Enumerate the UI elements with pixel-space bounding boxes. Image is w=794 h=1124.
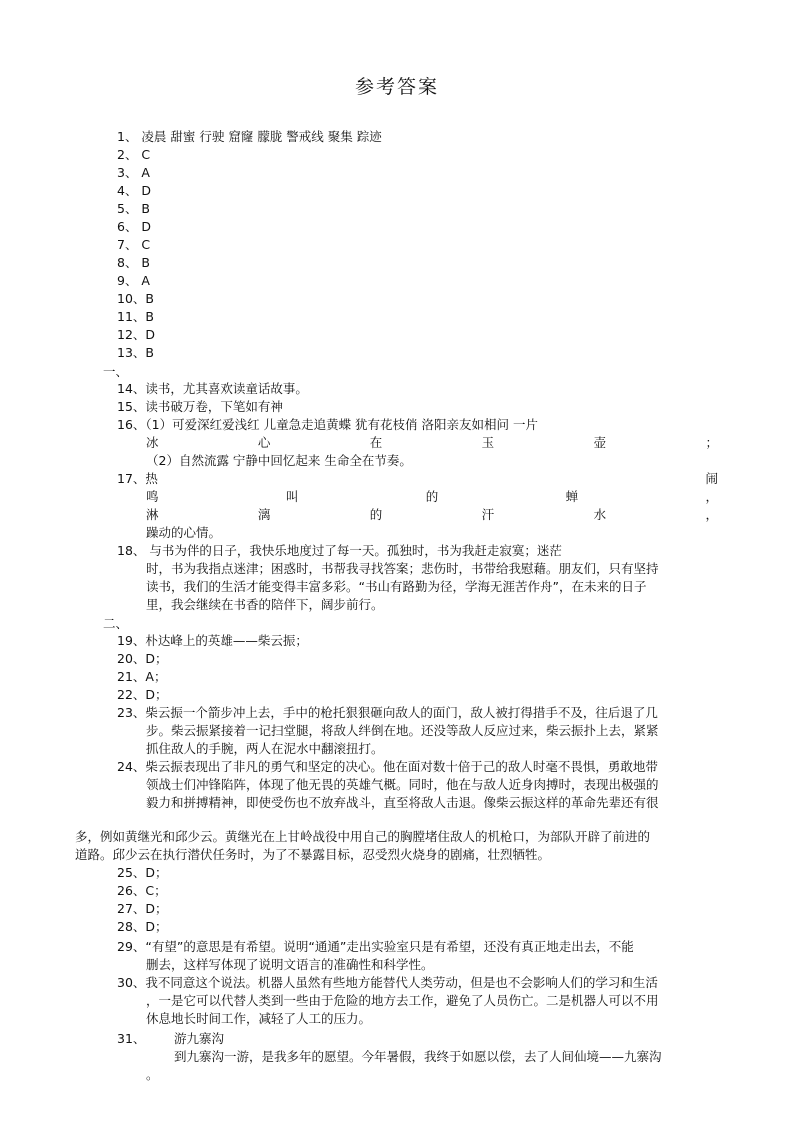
text-cell: 的 [369, 507, 383, 522]
answer-mc-item: 12、D [117, 327, 156, 342]
text-cell: 冰 [146, 435, 159, 450]
text-cell: 汗 [481, 507, 495, 522]
section-2-heading: 二、 [103, 616, 129, 631]
answer-29-line-1: 29、“有望”的意思是有希望。说明“通通”走出实验室只是有希望，还没有真正地走出去，不能 [117, 939, 634, 954]
answer-mc-item: 11、B [117, 309, 154, 324]
answer-18-line-3: 读书，我们的生活才能变得丰富多彩。“书山有路勤为径，学海无涯苦作舟”，在未来的日子 [146, 579, 647, 594]
text-cell: ， [705, 507, 718, 522]
answer-31-essay-title: 游九寨沟 [174, 1031, 225, 1046]
text-cell: 漓 [257, 507, 271, 522]
answer-29-line-2: 删去，这样写体现了说明文语言的准确性和科学性。 [146, 957, 434, 972]
answer-19: 19、朴达峰上的英雄——柴云振； [117, 633, 308, 648]
answer-14: 14、读书，尤其喜欢读童话故事。 [117, 381, 308, 396]
answer-mc-item: 5、 B [117, 201, 151, 216]
answer-24-line-1: 24、柴云振表现出了非凡的勇气和坚定的决心。他在面对数十倍于己的敌人时毫不畏惧，勇敢地带 [117, 759, 658, 774]
answer-mc-item: 4、 D [117, 183, 152, 198]
answer-30-line-3: 休息地长时间工作，减轻了人工的压力。 [146, 1011, 372, 1026]
answer-17-line-4: 躁动的心情。 [146, 525, 222, 540]
answer-mc-item: 13、B [117, 345, 154, 360]
text-cell: 壶 [593, 435, 607, 450]
answer-mc-item: 6、 D [117, 219, 152, 234]
section-1-heading: 一、 [103, 364, 129, 379]
answer-31-line-1: 到九寨沟一游，是我多年的愿望。今年暑假，我终于如愿以偿，去了人间仙境——九寨沟 [174, 1049, 662, 1064]
answer-15: 15、读书破万卷，下笔如有神 [117, 399, 283, 414]
answer-24-line-2: 领战士们冲锋陷阵，体现了他无畏的英雄气概。同时，他在与敌人近身肉搏时，表现出极强的 [146, 777, 659, 792]
page-title: 参考答案 [354, 76, 439, 98]
answer-17-line-2 [146, 488, 718, 506]
answer-25: 25、D； [117, 865, 168, 880]
text-cell: 玉 [481, 435, 495, 450]
text-cell: 淋 [146, 507, 159, 522]
answer-mc-item: 9、 A [117, 273, 150, 288]
answer-31-number: 31、 [117, 1031, 146, 1046]
answer-17-line-3 [146, 506, 718, 524]
text-cell: 在 [369, 435, 383, 450]
text-cell: 蝉 [565, 489, 579, 504]
answer-26: 26、C； [117, 883, 167, 898]
answer-18-line-2: 时，书为我指点迷津；困惑时，书帮我寻找答案；悲伤时，书带给我慰藉。朋友们，只有坚持 [146, 561, 659, 576]
answer-mc-item: 7、 C [117, 237, 151, 252]
answer-mc-item: 10、B [117, 291, 154, 306]
answer-24-line-4: 多，例如黄继光和邱少云。黄继光在上甘岭战役中用自己的胸膛堵住敌人的机枪口，为部队开辟了前进的 [75, 829, 651, 844]
answer-16-line-3: （2）自然流露 宁静中回忆起来 生命全在节奏。 [146, 453, 412, 468]
text-cell: 心 [257, 435, 271, 450]
answer-21: 21、A； [117, 669, 167, 684]
answer-31-line-2: 。 [146, 1067, 159, 1082]
answer-22: 22、D； [117, 687, 168, 702]
answer-23-line-2: 步。柴云振紧接着一记扫堂腿，将敌人绊倒在地。还没等敌人反应过来，柴云振扑上去，紧紧 [146, 723, 659, 738]
answer-17-line-1 [117, 470, 718, 488]
text-cell: 水 [593, 507, 607, 522]
answer-18-line-4: 里，我会继续在书香的陪伴下，阔步前行。 [146, 597, 384, 612]
text-cell: 叫 [285, 489, 299, 504]
text-cell: ， [705, 489, 718, 504]
answer-30-line-2: ，一是它可以代替人类到一些由于危险的地方去工作，避免了人员伤亡。二是机器人可以不用 [146, 993, 659, 1008]
text-cell: 鸣 [146, 489, 159, 504]
answer-16-line-1: 16、（1）可爱深红爱浅红 儿童急走追黄蝶 犹有花枝俏 洛阳亲友如相问 一片 [117, 417, 539, 432]
answer-18-line-1: 18、 与书为伴的日子，我快乐地度过了每一天。孤独时，书为我赶走寂寞；迷茫 [117, 543, 562, 558]
answer-20: 20、D； [117, 651, 168, 666]
answer-24-line-3: 毅力和拼搏精神，即使受伤也不放弃战斗，直至将敌人击退。像柴云振这样的革命先辈还有很 [146, 795, 659, 810]
answer-24-line-5: 道路。邱少云在执行潜伏任务时，为了不暴露目标，忍受烈火烧身的剧痛，壮烈牺牲。 [75, 847, 551, 862]
answer-28: 28、D； [117, 919, 168, 934]
answer-30-line-1: 30、我不同意这个说法。机器人虽然有些地方能替代人类劳动，但是也不会影响人们的学习和生活 [117, 975, 658, 990]
answer-16-line-2 [146, 434, 718, 452]
answer-23-line-1: 23、柴云振一个箭步冲上去，手中的枪托狠狠砸向敌人的面门，敌人被打得措手不及，往后退了几 [117, 705, 658, 720]
answer-2: 2、 C [117, 147, 151, 162]
text-cell: 的 [425, 489, 439, 504]
answer-mc-item: 3、 A [117, 165, 150, 180]
text-cell: 闹 [705, 471, 718, 486]
text-cell: 17、热 [117, 471, 158, 486]
answer-1: 1、 凌晨 甜蜜 行驶 窟窿 朦胧 警戒线 聚集 踪迹 [117, 129, 382, 144]
answer-mc-item: 8、 B [117, 255, 151, 270]
text-cell: ； [705, 435, 718, 450]
answer-23-line-3: 抓住敌人的手腕，两人在泥水中翻滚扭打。 [146, 741, 384, 756]
answer-27: 27、D； [117, 901, 168, 916]
